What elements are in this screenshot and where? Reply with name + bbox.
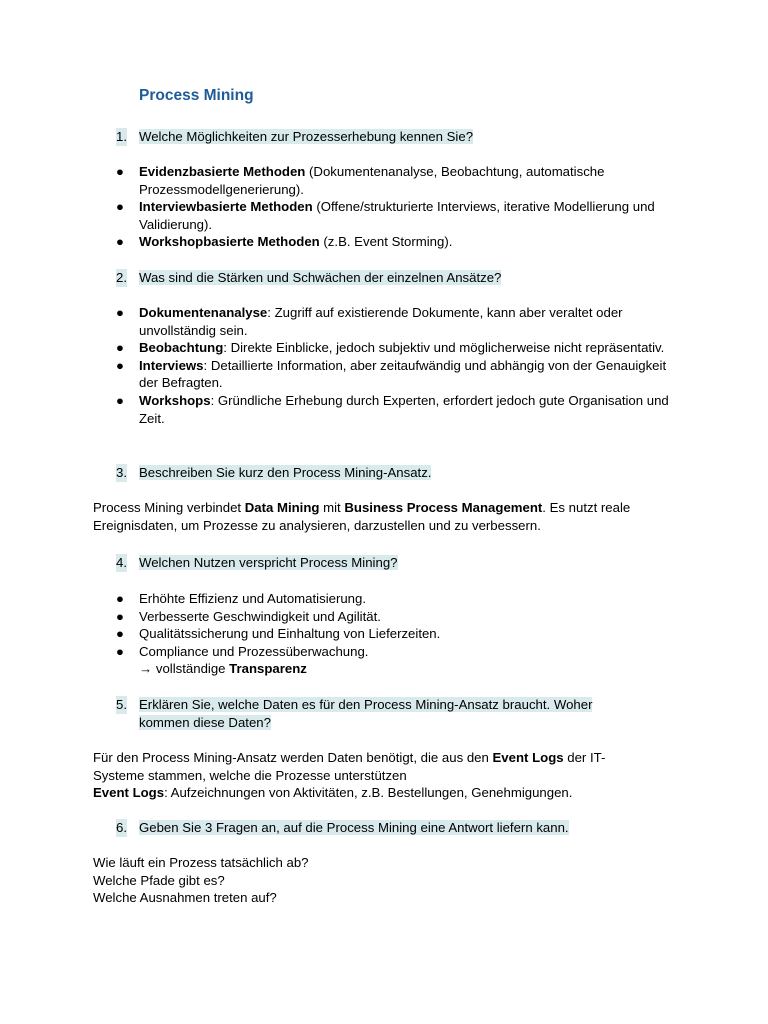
bullet-icon: ● [116, 591, 124, 606]
list-item: ● Dokumentenanalyse: Zugriff auf existierende Dokumente, kann aber veraltet oder unvollständig sein. [116, 305, 623, 338]
list-item: ● Qualitätssicherung und Einhaltung von Lieferzeiten. [116, 626, 441, 642]
page-title: Process Mining [139, 87, 254, 104]
bullet-icon: ● [116, 305, 124, 320]
list-item: ● Verbesserte Geschwindigkeit und Agilität. [116, 608, 381, 624]
question-text: Welche Möglichkeiten zur Prozesserhebung kennen Sie? [139, 129, 474, 144]
answer-3: Process Mining verbindet Data Mining mit Business Process Management. Es nutzt reale Ereignisdaten, um Prozesse zu analysieren, darzustellen und zu verbessern. [93, 500, 631, 533]
bullet-icon: ● [116, 340, 124, 356]
bullet-icon: ● [116, 199, 124, 215]
bullet-list-4 [114, 590, 674, 678]
list-item: ● Beobachtung: Direkte Einblicke, jedoch subjektiv und möglicherweise nicht repräsentativ. [116, 340, 665, 356]
bullet-list-1 [114, 163, 674, 251]
question-text: Was sind die Stärken und Schwächen der einzelnen Ansätze? [139, 270, 502, 285]
answer-line: Welche Ausnahmen treten auf? [93, 890, 277, 906]
question-number: 6. [116, 820, 127, 835]
question-5 [114, 696, 674, 731]
answer-5: Für den Process Mining-Ansatz werden Daten benötigt, die aus den Event Logs der IT-Systeme stammen, welche die Prozesse unterstützen Event Logs: Aufzeichnungen von Aktivitäten, z.B. Bestellungen, Genehmigungen. [93, 750, 606, 801]
bullet-list-2 [114, 304, 674, 427]
bullet-icon: ● [116, 643, 124, 659]
bullet-icon: ● [116, 626, 124, 642]
bullet-icon: ● [116, 392, 124, 408]
question-text: Geben Sie 3 Fragen an, auf die Process Mining eine Antwort liefern kann. [139, 820, 569, 835]
list-item: ● Compliance und Prozessüberwachung. [116, 643, 369, 659]
answer-6 [93, 854, 693, 907]
question-number: 5. [116, 697, 127, 712]
question-text-line-2: kommen diese Daten? [139, 714, 271, 730]
question-text-line-1: Erklären Sie, welche Daten es für den Process Mining-Ansatz braucht. Woher [139, 697, 593, 712]
list-item: ● Interviews: Detaillierte Information, aber zeitaufwändig und abhängig von der Genauigkeit der Befragten. [116, 357, 667, 391]
question-number: 1. [116, 129, 127, 144]
list-item: ● Evidenzbasierte Methoden (Dokumentenanalyse, Beobachtung, automatische Prozessmodellgenerierung). [116, 164, 605, 197]
answer-line: Wie läuft ein Prozess tatsächlich ab? [93, 855, 309, 870]
question-4 [114, 554, 674, 572]
list-item: ● Erhöhte Effizienz und Automatisierung. [116, 591, 367, 606]
question-1 [114, 128, 674, 146]
answer-line: Welche Pfade gibt es? [93, 872, 225, 888]
bullet-icon: ● [116, 608, 124, 624]
bullet-icon: ● [116, 234, 124, 250]
question-number: 2. [116, 270, 127, 285]
question-3 [114, 464, 674, 482]
list-item: ● Workshopbasierte Methoden (z.B. Event Storming). [116, 234, 453, 250]
bullet-icon: ● [116, 164, 124, 179]
list-item: ● Interviewbasierte Methoden (Offene/strukturierte Interviews, iterative Modellierung und Validierung). [116, 199, 655, 232]
question-2 [114, 269, 674, 287]
list-item: ● Workshops: Gründliche Erhebung durch Experten, erfordert jedoch gute Organisation und Zeit. [116, 392, 669, 426]
bullet-icon: ● [116, 357, 124, 373]
transparency-note: → vollständige Transparenz [139, 661, 307, 677]
question-text: Welchen Nutzen verspricht Process Mining? [139, 555, 398, 570]
question-text: Beschreiben Sie kurz den Process Mining-Ansatz. [139, 465, 432, 480]
question-number: 3. [116, 465, 127, 480]
question-6 [114, 819, 674, 837]
question-number: 4. [116, 555, 127, 570]
